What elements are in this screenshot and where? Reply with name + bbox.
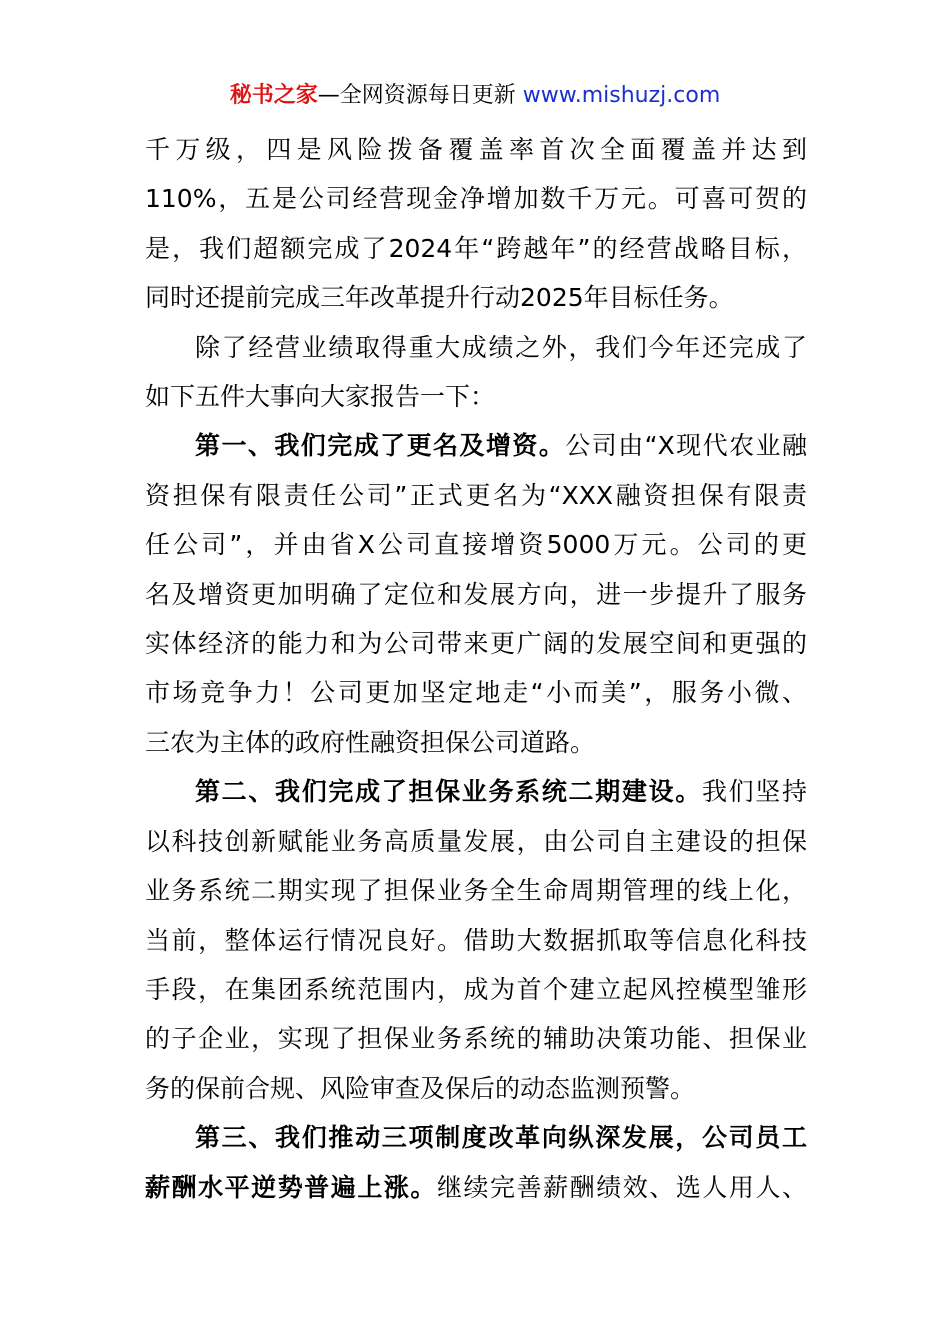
text-line: 如下五件大事向大家报告一下：	[145, 382, 496, 412]
text-line: 第二、我们完成了担保业务系统二期建设。我们坚持	[195, 777, 807, 807]
text-line: 市场竞争力！公司更加坚定地走“小而美”，服务小微、	[145, 678, 807, 708]
text-line: 第一、我们完成了更名及增资。公司由“X现代农业融	[195, 431, 807, 461]
text-line: 是，我们超额完成了2024年“跨越年”的经营战略目标，	[145, 233, 807, 263]
text-line: 当前，整体运行情况良好。借助大数据抓取等信息化科技	[145, 925, 807, 955]
section-heading: 第一、我们完成了更名及增资。	[195, 431, 566, 461]
section-heading: 第二、我们完成了担保业务系统二期建设。	[195, 777, 702, 807]
text-line: 110%，五是公司经营现金净增加数千万元。可喜可贺的	[145, 184, 807, 214]
text-line: 薪酬水平逆势普遍上涨。继续完善薪酬绩效、选人用人、	[145, 1172, 807, 1202]
paragraph	[145, 125, 807, 323]
paragraph	[145, 421, 807, 767]
text-line	[145, 1113, 807, 1162]
section-heading: 薪酬水平逆势普遍上涨。	[145, 1172, 437, 1202]
brand-name: 秘书之家	[229, 83, 318, 108]
text-line: 名及增资更加明确了定位和发展方向，进一步提升了服务	[145, 579, 807, 609]
text-line: 务的保前合规、风险审查及保后的动态监测预警。	[145, 1073, 696, 1103]
text-line: 同时还提前完成三年改革提升行动2025年目标任务。	[145, 283, 734, 313]
text-line: 千万级，四是风险拨备覆盖率首次全面覆盖并达到	[145, 135, 807, 164]
text-line: 除了经营业绩取得重大成绩之外，我们今年还完成了	[195, 332, 807, 362]
text-line: 三农为主体的政府性融资担保公司道路。	[145, 727, 596, 757]
header-url[interactable]: www.mishuzj.com	[522, 83, 721, 108]
section-heading: 第三、我们推动三项制度改革向纵深发展，公司员工	[195, 1123, 807, 1153]
text-line: 资担保有限责任公司”正式更名为“XXX融资担保有限责	[145, 480, 807, 510]
text-line: 任公司”，并由省X公司直接增资5000万元。公司的更	[145, 530, 807, 560]
text-line: 的子企业，实现了担保业务系统的辅助决策功能、担保业	[145, 1024, 807, 1054]
text-line: 业务系统二期实现了担保业务全生命周期管理的线上化，	[145, 876, 807, 906]
document-body	[145, 125, 807, 1212]
text-line: 以科技创新赋能业务高质量发展，由公司自主建设的担保	[145, 826, 807, 856]
paragraph	[145, 1113, 807, 1212]
paragraph	[145, 323, 807, 422]
text-line: 实体经济的能力和为公司带来更广阔的发展空间和更强的	[145, 629, 807, 659]
header-slogan: —全网资源每日更新	[317, 83, 523, 108]
paragraph	[145, 767, 807, 1113]
text-line: 手段，在集团系统范围内，成为首个建立起风控模型雏形	[145, 974, 807, 1004]
watermark-header	[0, 80, 950, 112]
